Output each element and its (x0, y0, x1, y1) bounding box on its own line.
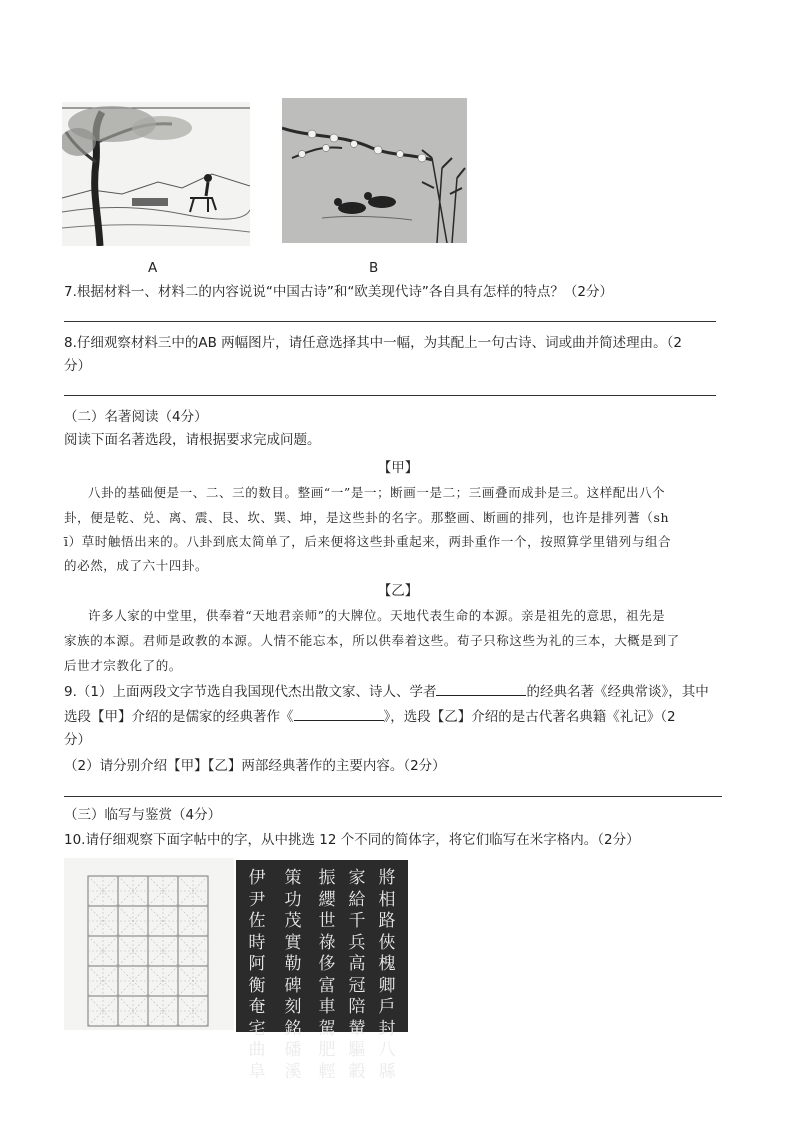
picture-b-drawing (282, 98, 467, 243)
passage-jia-line-2: 卦，便是乾、兑、离、震、艮、坎、巽、坤，是这些卦的名字。那整画、断画的排列，也许是排列蓍（sh (64, 510, 670, 525)
calligraphy-column-1: 將相路俠槐卿戶封八縣 (378, 868, 396, 1082)
question-8-line2: 分） (64, 358, 91, 374)
section-2-intro: 阅读下面名著选段，请根据要求完成问题。 (64, 432, 321, 448)
question-9-part1-cont (64, 706, 676, 726)
calligraphy-column-5: 伊尹佐時阿衡奄宅曲阜 (248, 868, 266, 1082)
picture-b-label: B (369, 260, 379, 276)
question-9-part1-end: 分） (64, 732, 91, 748)
passage-jia-line-4: 的必然，成了六十四卦。 (64, 558, 209, 573)
question-9-part1-c: 选段【甲】介绍的是儒家的经典著作《 (64, 709, 294, 725)
passage-jia-line-1: 八卦的基础便是一、二、三的数目。整画“一”是一；断画一是二；三画叠而成卦是三。这样配出八个 (88, 485, 666, 500)
question-8-line1: 8.仔细观察材料三中的AB 两幅图片，请任意选择其中一幅，为其配上一句古诗、词或曲并简述理由。（2 (64, 335, 683, 351)
passage-yi-line-3: 后世才宗教化了的。 (64, 658, 182, 673)
question-7: 7.根据材料一、材料二的内容说说“中国古诗”和“欧美现代诗”各自具有怎样的特点？（2分） (64, 284, 613, 300)
picture-a-label: A (148, 260, 158, 276)
calligraphy-column-3: 振纓世祿侈富車駕肥輕 (318, 868, 336, 1082)
picture-a-drawing (62, 102, 250, 246)
mizige-grid[interactable] (64, 858, 234, 1030)
mizige-grid-lines (64, 858, 234, 1030)
question-9-part1-b: 的经典名著《经典常谈》，其中 (526, 684, 709, 700)
calligraphy-column-4: 策功茂實勒碑刻銘磻溪 (284, 868, 302, 1082)
question-9-part1 (64, 681, 709, 701)
answer-blank-classic[interactable] (294, 706, 384, 721)
passage-jia-line-3: ī）草时触悟出来的。八卦到底太简单了，后来便将这些卦重起来，两卦重作一个，按照算学里错列与组合 (64, 534, 672, 549)
passage-yi-line-2: 家族的本源。君师是政教的本源。人情不能忘本，所以供奉着这些。荀子只称这些为礼的三本，大概是到了 (64, 633, 680, 648)
picture-b (282, 98, 467, 243)
answer-blank-author[interactable] (436, 681, 526, 696)
answer-line-9[interactable] (64, 796, 722, 797)
answer-line-7[interactable] (64, 321, 716, 322)
picture-a (62, 102, 250, 246)
passage-yi-title: 【乙】 (377, 583, 419, 599)
question-10: 10.请仔细观察下面字帖中的字，从中挑选 12 个不同的简体字，将它们临写在米字格内。（2分） (64, 832, 640, 848)
section-2-heading: （二）名著阅读（4分） (64, 409, 208, 425)
calligraphy-column-2: 家給千兵高冠陪輦驅轂 (348, 868, 366, 1082)
question-9-part2: （2）请分别介绍【甲】【乙】两部经典著作的主要内容。（2分） (64, 758, 446, 774)
answer-line-8[interactable] (64, 395, 716, 396)
passage-jia-title: 【甲】 (377, 460, 419, 476)
passage-yi-line-1: 许多人家的中堂里，供奉着“天地君亲师”的大牌位。天地代表生命的本源。亲是祖先的意思，祖先是 (88, 608, 666, 623)
question-9-part1-d: 》，选段【乙】介绍的是古代著名典籍《礼记》（2 (383, 709, 676, 725)
question-9-part1-a: 9.（1）上面两段文字节选自我国现代杰出散文家、诗人、学者 (64, 684, 437, 700)
section-3-heading: （三）临写与鉴赏（4分） (64, 807, 222, 823)
calligraphy-rubbing (236, 860, 408, 1082)
